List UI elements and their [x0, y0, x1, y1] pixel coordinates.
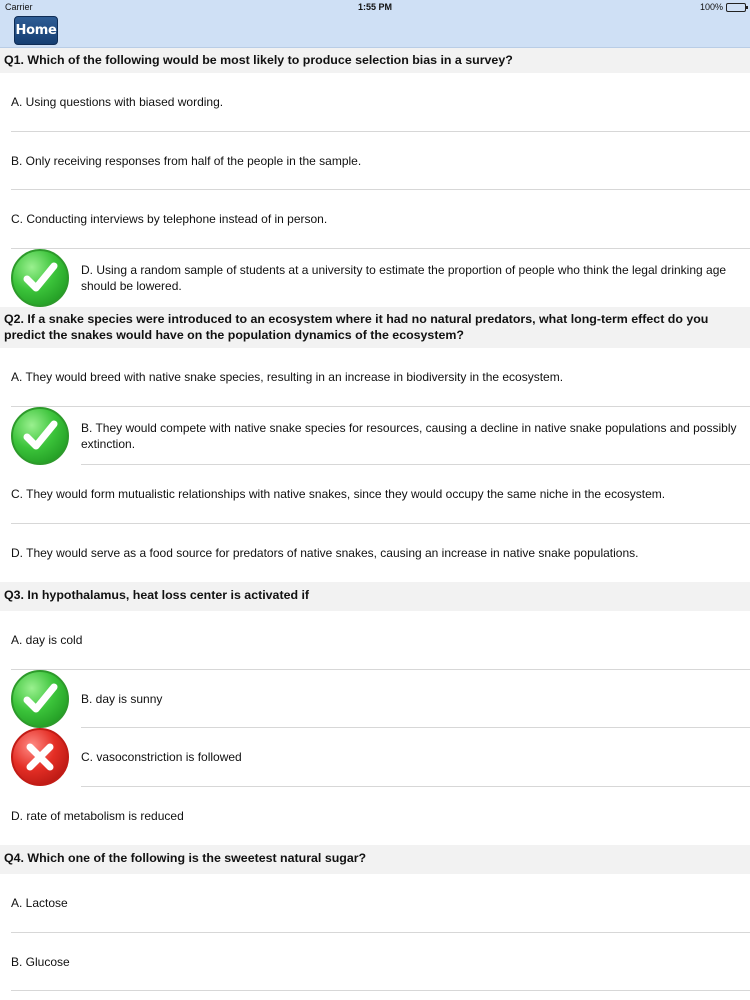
answer-text: B. Glucose: [11, 954, 70, 969]
answer-text: D. Using a random sample of students at a university to estimate the proportion of people who think the legal drinking age should be lowered.: [81, 262, 727, 293]
answer-option-q2-a[interactable]: [0, 348, 750, 407]
answer-text: A. Using questions with biased wording.: [11, 95, 224, 110]
divider: [11, 990, 750, 991]
answer-text: B. They would compete with native snake species for resources, causing a decline in native snake populations and possibly extinction.: [81, 420, 737, 451]
battery-percent: 100%: [699, 2, 723, 12]
answer-option-q1-d[interactable]: [0, 249, 750, 308]
cross-icon: [11, 728, 69, 786]
answer-option-q2-d[interactable]: [0, 524, 750, 583]
question-2: Q2. If a snake species were introduced to an ecosystem where it had no natural predators, what long-term effect do you predict the snakes would have on the population dynamics of the ecosystem?: [0, 307, 750, 348]
checkmark-icon: [11, 249, 69, 307]
answer-text: A. Lactose: [11, 896, 68, 911]
status-bar: [0, 0, 750, 14]
quiz-list[interactable]: [0, 48, 750, 991]
answer-text: A. They would breed with native snake species, resulting in an increase in biodiversity in the ecosystem.: [11, 370, 564, 385]
question-1: Q1. Which of the following would be most likely to produce selection bias in a survey?: [0, 48, 750, 73]
answer-option-q1-c[interactable]: [0, 190, 750, 249]
answer-text: B. Only receiving responses from half of the people in the sample.: [11, 153, 362, 168]
navigation-bar: [0, 14, 750, 48]
checkmark-icon: [11, 670, 69, 728]
carrier-label: Carrier: [5, 2, 33, 12]
answer-option-q3-a[interactable]: [0, 611, 750, 670]
answer-text: D. They would serve as a food source for predators of native snakes, causing an increase in native snake populations.: [11, 545, 639, 560]
answer-option-q4-b[interactable]: [0, 933, 750, 992]
question-4: Q4. Which one of the following is the sweetest natural sugar?: [0, 845, 750, 874]
answer-text: D. rate of metabolism is reduced: [11, 808, 184, 823]
answer-option-q3-b[interactable]: [0, 670, 750, 729]
answer-option-q3-d[interactable]: [0, 787, 750, 846]
battery-icon: [726, 3, 746, 12]
answer-text: B. day is sunny: [81, 691, 163, 706]
checkmark-icon: [11, 407, 69, 465]
answer-text: C. Conducting interviews by telephone instead of in person.: [11, 212, 328, 227]
battery-indicator: [700, 2, 746, 12]
answer-option-q1-b[interactable]: [0, 132, 750, 191]
answer-option-q2-c[interactable]: [0, 465, 750, 524]
home-button[interactable]: Home: [14, 16, 58, 45]
clock: 1:55 PM: [357, 2, 392, 12]
answer-text: C. vasoconstriction is followed: [81, 750, 242, 765]
answer-option-q3-c[interactable]: [0, 728, 750, 787]
answer-option-q1-a[interactable]: [0, 73, 750, 132]
question-3: Q3. In hypothalamus, heat loss center is activated if: [0, 582, 750, 611]
answer-text: C. They would form mutualistic relationships with native snakes, since they would occupy the same niche in the ecosystem.: [11, 487, 666, 502]
answer-option-q2-b[interactable]: [0, 407, 750, 466]
answer-text: A. day is cold: [11, 633, 83, 648]
answer-option-q4-a[interactable]: [0, 874, 750, 933]
